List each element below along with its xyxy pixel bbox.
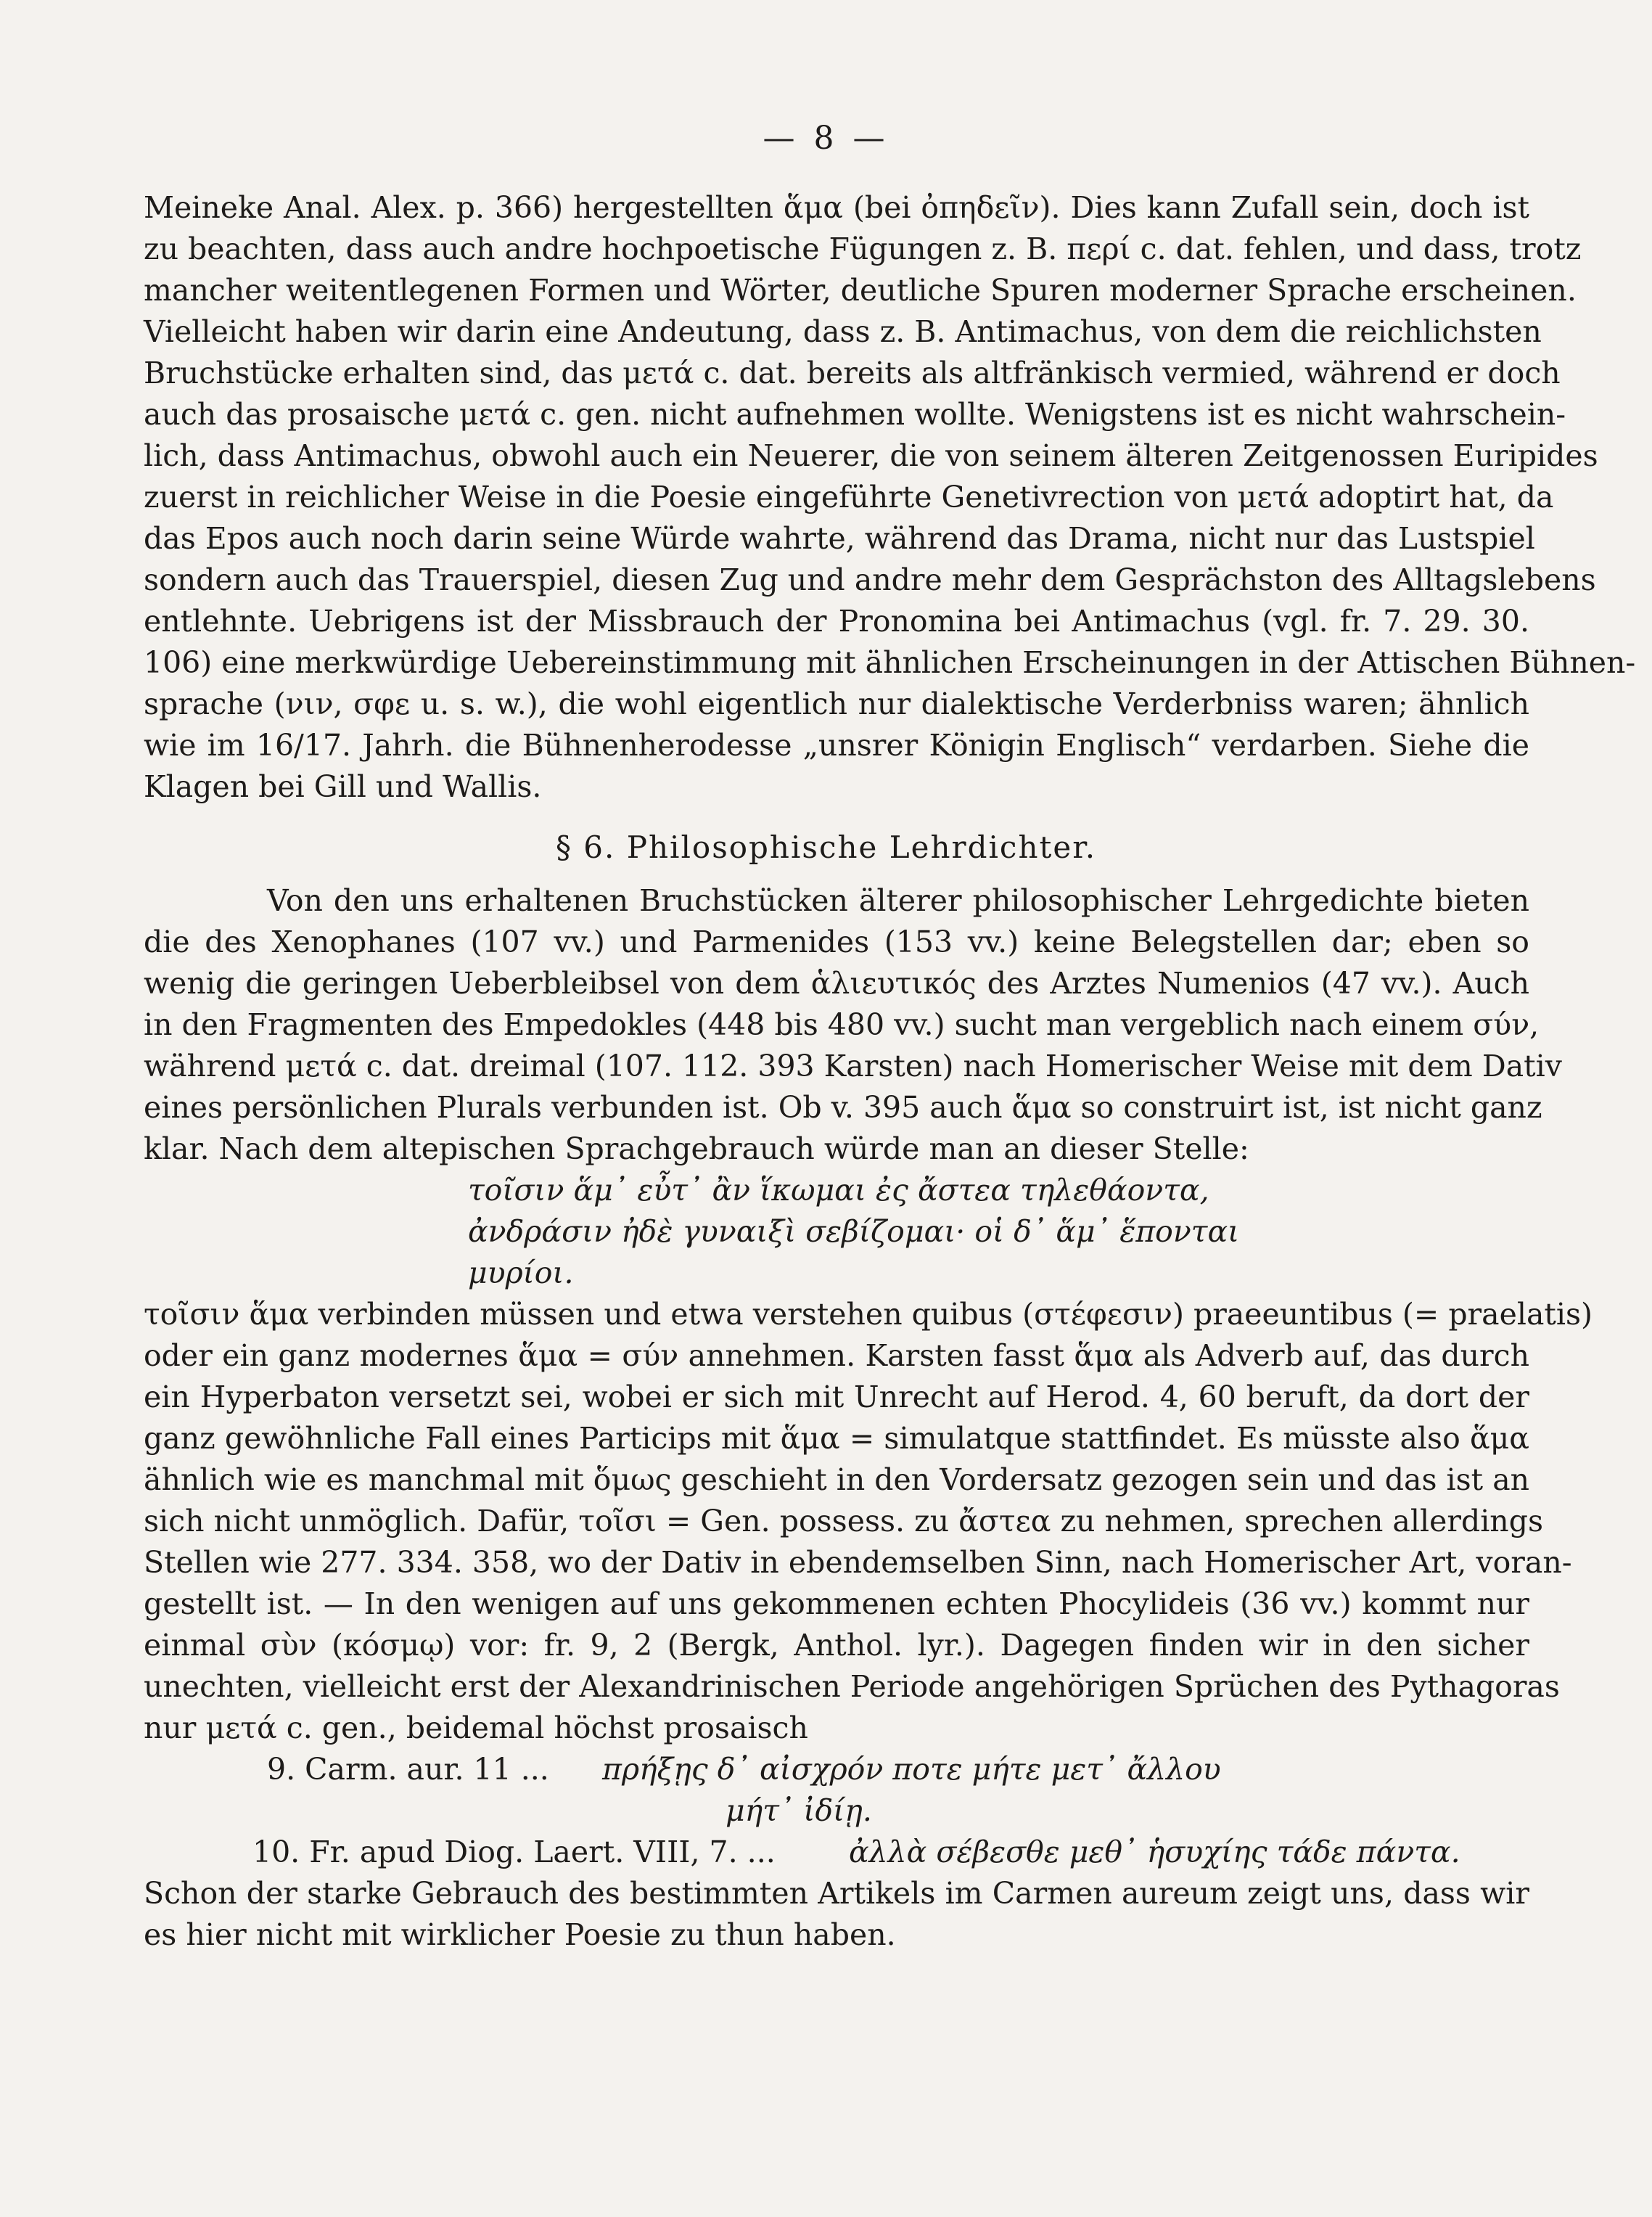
- section-heading: § 6. Philosophische Lehrdichter.: [555, 829, 1097, 865]
- text-line: entlehnte. Uebrigens ist der Missbrauch der Pronomina bei Antimachus (vgl. fr. 7. 29. 30.: [144, 604, 1529, 639]
- text-line: τοῖσιν ἅμα verbinden müssen und etwa verstehen quibus (στέφεσιν) praeeuntibus (= praelatis): [144, 1297, 1593, 1332]
- text-line: nur μετά c. gen., beidemal höchst prosaisch: [144, 1710, 808, 1745]
- example-greek: μήτ᾽ ἰδίῃ.: [726, 1793, 872, 1828]
- text-line: Vielleicht haben wir darin eine Andeutung, dass z. B. Antimachus, von dem die reichlichsten: [144, 314, 1542, 349]
- example-label: 9. Carm. aur. 11 ...: [267, 1752, 549, 1787]
- text-line: die des Xenophanes (107 vv.) und Parmenides (153 vv.) keine Belegstellen dar; eben so: [144, 925, 1529, 959]
- text-line: sprache (νιν, σφε u. s. w.), die wohl eigentlich nur dialektische Verderbniss waren; ähnlich: [144, 687, 1529, 721]
- example-label: 10. Fr. apud Diog. Laert. VIII, 7. ...: [252, 1835, 776, 1869]
- text-line: es hier nicht mit wirklicher Poesie zu thun haben.: [144, 1917, 896, 1952]
- text-line: ähnlich wie es manchmal mit ὅμως geschieht in den Vordersatz gezogen sein und das ist an: [144, 1462, 1530, 1497]
- text-line: ganz gewöhnliche Fall eines Particips mit ἅμα = simulatque stattfindet. Es müsste also ἅμα: [144, 1421, 1529, 1456]
- text-line: 106) eine merkwürdige Uebereinstimmung mit ähnlichen Erscheinungen in der Attischen Bühnen-: [144, 645, 1636, 680]
- text-line: Schon der starke Gebrauch des bestimmten Artikels im Carmen aureum zeigt uns, dass wir: [144, 1876, 1529, 1911]
- text-line: sondern auch das Trauerspiel, diesen Zug und andre mehr dem Gesprächston des Alltagslebens: [144, 562, 1596, 597]
- text-line: einmal σὺν (κόσμῳ) vor: fr. 9, 2 (Bergk, Anthol. lyr.). Dagegen finden wir in den sicher: [144, 1628, 1529, 1663]
- verse-line: ἀνδράσιν ἠδὲ γυναιξὶ σεβίζομαι· οἱ δ᾽ ἅμ᾽ ἕπονται: [468, 1214, 1240, 1249]
- page-number: — 8 —: [763, 120, 889, 157]
- text-line: lich, dass Antimachus, obwohl auch ein Neuerer, die von seinem älteren Zeitgenossen Euripides: [144, 438, 1598, 473]
- text-line: Von den uns erhaltenen Bruchstücken älterer philosophischer Lehrgedichte bieten: [267, 883, 1529, 918]
- text-line: zu beachten, dass auch andre hochpoetische Fügungen z. B. περί c. dat. fehlen, und dass, trotz: [144, 231, 1582, 266]
- example-greek: ἀλλὰ σέβεσθε μεθ᾽ ἡσυχίης τάδε πάντα.: [849, 1835, 1460, 1869]
- text-line: Stellen wie 277. 334. 358, wo der Dativ in ebendemselben Sinn, nach Homerischer Art, voran-: [144, 1545, 1572, 1580]
- text-line: das Epos auch noch darin seine Würde wahrte, während das Drama, nicht nur das Lustspiel: [144, 521, 1535, 556]
- text-line: zuerst in reichlicher Weise in die Poesie eingeführte Genetivrection von μετά adoptirt hat, da: [144, 480, 1554, 515]
- text-line: auch das prosaische μετά c. gen. nicht aufnehmen wollte. Wenigstens ist es nicht wahrschein-: [144, 397, 1566, 432]
- text-line: während μετά c. dat. dreimal (107. 112. 393 Karsten) nach Homerischer Weise mit dem Dativ: [144, 1049, 1562, 1083]
- text-line: Meineke Anal. Alex. p. 366) hergestellten ἅμα (bei ὀπηδεῖν). Dies kann Zufall sein, doch ist: [144, 190, 1529, 225]
- text-line: wie im 16/17. Jahrh. die Bühnenherodesse „unsrer Königin Englisch“ verdarben. Siehe die: [144, 728, 1529, 763]
- text-line: ein Hyperbaton versetzt sei, wobei er sich mit Unrecht auf Herod. 4, 60 beruft, da dort der: [144, 1380, 1529, 1414]
- text-line: klar. Nach dem altepischen Sprachgebrauch würde man an dieser Stelle:: [144, 1131, 1249, 1166]
- text-line: in den Fragmenten des Empedokles (448 bis 480 vv.) sucht man vergeblich nach einem σύν,: [144, 1007, 1540, 1042]
- text-line: eines persönlichen Plurals verbunden ist. Ob v. 395 auch ἅμα so construirt ist, ist nicht ganz: [144, 1090, 1542, 1125]
- text-line: sich nicht unmöglich. Dafür, τοῖσι = Gen. possess. zu ἄστεα zu nehmen, sprechen allerdings: [144, 1504, 1544, 1538]
- text-line: gestellt ist. — In den wenigen auf uns gekommenen echten Phocylideis (36 vv.) kommt nur: [144, 1586, 1529, 1621]
- verse-line: μυρίοι.: [468, 1255, 574, 1290]
- text-line: mancher weitentlegenen Formen und Wörter, deutliche Spuren moderner Sprache erscheinen.: [144, 273, 1577, 308]
- text-line: Klagen bei Gill und Wallis.: [144, 769, 542, 804]
- text-line: wenig die geringen Ueberbleibsel von dem ἁλιευτικός des Arztes Numenios (47 vv.). Auch: [144, 966, 1529, 1001]
- example-greek: πρήξῃς δ᾽ αἰσχρόν ποτε μήτε μετ᾽ ἄλλου: [602, 1752, 1221, 1787]
- text-line: unechten, vielleicht erst der Alexandrinischen Periode angehörigen Sprüchen des Pythagoras: [144, 1669, 1560, 1704]
- verse-line: τοῖσιν ἅμ᾽ εὖτ᾽ ἂν ἵκωμαι ἐς ἄστεα τηλεθάοντα,: [468, 1173, 1209, 1208]
- text-line: oder ein ganz modernes ἅμα = σύν annehmen. Karsten fasst ἅμα als Adverb auf, das durch: [144, 1338, 1529, 1373]
- text-line: Bruchstücke erhalten sind, das μετά c. dat. bereits als altfränkisch vermied, während er doch: [144, 356, 1561, 390]
